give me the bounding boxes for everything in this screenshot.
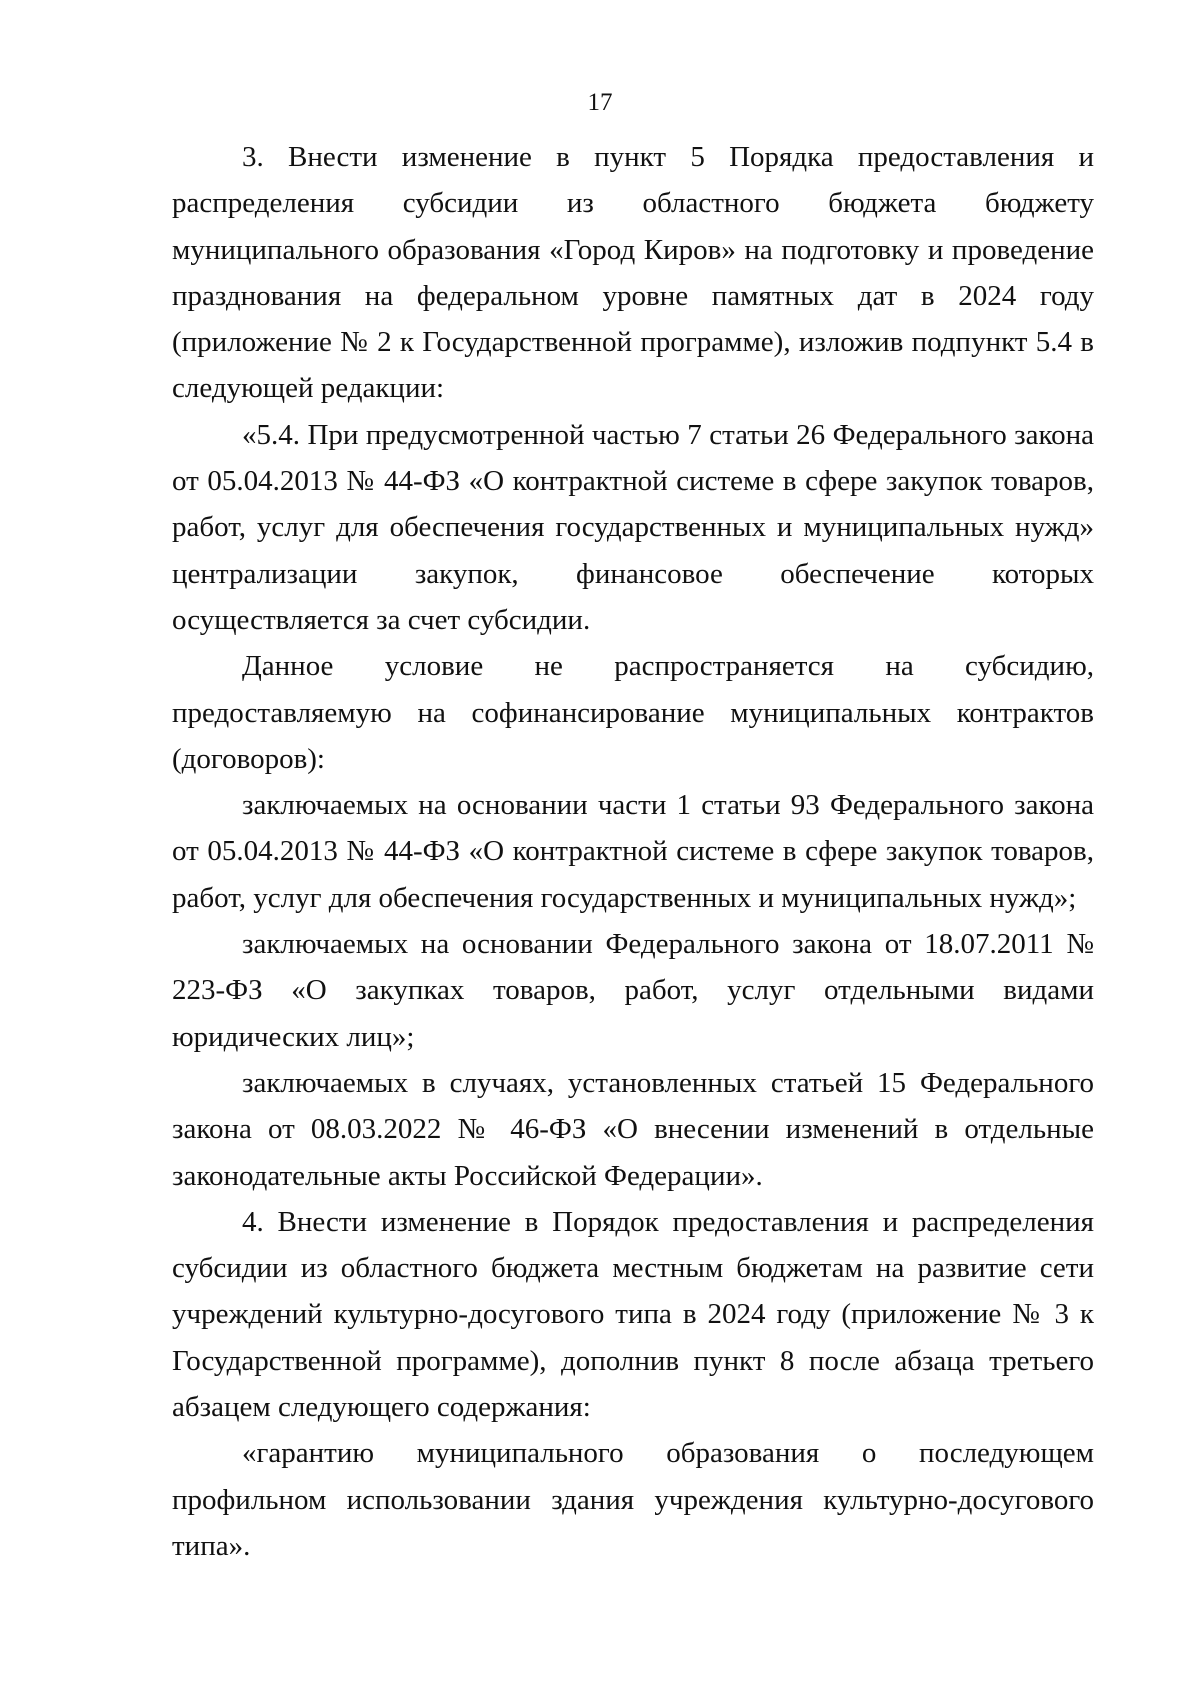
document-body [172, 134, 1094, 1569]
paragraph-guarantee: «гарантию муниципального образования о последующем профильном использовании здания учреждения культурно-досугового типа». [172, 1437, 1094, 1562]
page-number: 17 [587, 89, 613, 116]
paragraph-exception-44fz: заключаемых на основании части 1 статьи 93 Федерального закона от 05.04.2013 № 44-ФЗ «О контрактной системе в сфере закупок товаров, работ, услуг для обеспечения государственных и муниципальных нужд»; [172, 789, 1094, 914]
paragraph-condition-exception: Данное условие не распространяется на субсидию, предоставляемую на софинансирование муниципальных контрактов (договоров): [172, 650, 1094, 775]
paragraph-subpoint-5-4: «5.4. При предусмотренной частью 7 статьи 26 Федерального закона от 05.04.2013 № 44-ФЗ «О контрактной системе в сфере закупок товаров, работ, услуг для обеспечения государственных и муниципальных нужд» централизации закупок, финансовое обеспечение которых осуществляется за счет субсидии. [172, 418, 1094, 636]
paragraph-exception-46fz: заключаемых в случаях, установленных статьей 15 Федерального закона от 08.03.2022 № 46-ФЗ «О внесении изменений в отдельные законодательные акты Российской Федерации». [172, 1066, 1094, 1192]
paragraph-item-3-intro: 3. Внести изменение в пункт 5 Порядка предоставления и распределения субсидии из областного бюджета бюджету муниципального образования «Город Киров» на подготовку и проведение празднования на федеральном уровне памятных дат в 2024 году (приложение № 2 к Государственной программе), изложив подпункт 5.4 в следующей редакции: [172, 141, 1094, 405]
paragraph-item-4-intro: 4. Внести изменение в Порядок предоставления и распределения субсидии из областного бюджета местным бюджетам на развитие сети учреждений культурно-досугового типа в 2024 году (приложение № 3 к Государственной программе), дополнив пункт 8 после абзаца третьего абзацем следующего содержания: [172, 1205, 1094, 1424]
paragraph-exception-223fz: заключаемых на основании Федерального закона от 18.07.2011 № 223-ФЗ «О закупках товаров, работ, услуг отдельными видами юридических лиц»; [172, 928, 1094, 1053]
